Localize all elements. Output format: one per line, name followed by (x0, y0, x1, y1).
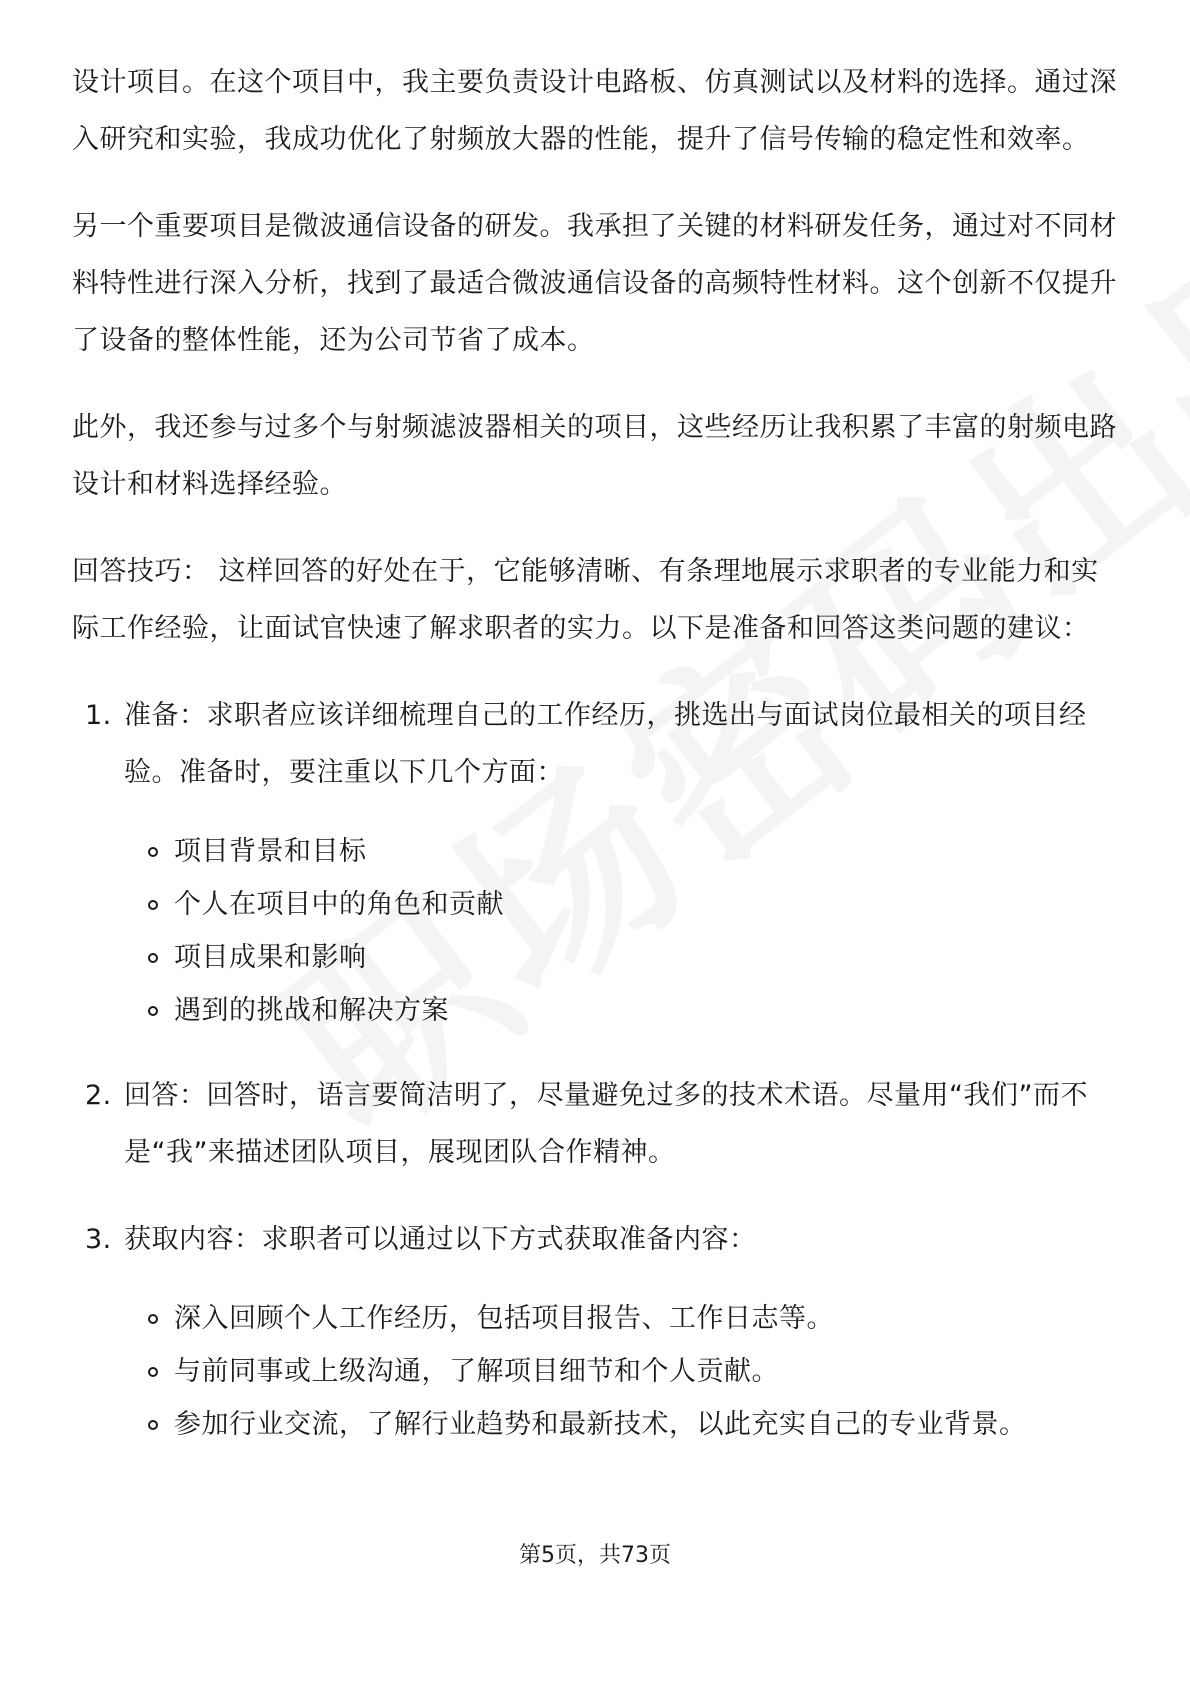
list-item-answer (72, 1067, 1122, 1181)
list-number: 3. (85, 1224, 112, 1255)
sub-list-prepare (72, 825, 1122, 1037)
sub-list-item (72, 1345, 1122, 1398)
sub-list-item-text: 参加行业交流，了解行业趋势和最新技术，以此充实自己的专业背景。 (174, 1409, 1027, 1440)
sub-list-item (72, 1292, 1122, 1345)
sub-list-item (72, 825, 1122, 878)
sub-list-item (72, 931, 1122, 984)
paragraph-project-microwave: 另一个重要项目是微波通信设备的研发。我承担了关键的材料研发任务，通过对不同材料特性进行深入分析，找到了最适合微波通信设备的高频特性材料。这个创新不仅提升了设备的整体性能，还为公司节省了成本。 (72, 211, 1117, 356)
sub-list-item-text: 项目成果和影响 (174, 942, 367, 973)
sub-list-item-text: 深入回顾个人工作经历，包括项目报告、工作日志等。 (174, 1303, 834, 1334)
circle-bullet-icon (148, 1367, 158, 1377)
sub-list-item (72, 1398, 1122, 1451)
paragraph-project-rf: 设计项目。在这个项目中，我主要负责设计电路板、仿真测试以及材料的选择。通过深入研究和实验，我成功优化了射频放大器的性能，提升了信号传输的稳定性和效率。 (72, 67, 1117, 155)
list-item-get-content (72, 1211, 1122, 1268)
circle-bullet-icon (148, 1420, 158, 1430)
circle-bullet-icon (148, 953, 158, 963)
page-content (72, 54, 1122, 1451)
circle-bullet-icon (148, 847, 158, 857)
sub-list-get-content (72, 1292, 1122, 1451)
sub-list-item-text: 遇到的挑战和解决方案 (174, 995, 449, 1026)
paragraph-project-filter: 此外，我还参与过多个与射频滤波器相关的项目，这些经历让我积累了丰富的射频电路设计和材料选择经验。 (72, 412, 1117, 500)
circle-bullet-icon (148, 900, 158, 910)
list-item-text: 准备：求职者应该详细梳理自己的工作经历，挑选出与面试岗位最相关的项目经验。准备时，要注重以下几个方面： (124, 700, 1087, 788)
sub-list-item-text: 与前同事或上级沟通，了解项目细节和个人贡献。 (174, 1356, 779, 1387)
page-number: 第5页，共73页 (519, 1543, 671, 1568)
list-item-text: 获取内容：求职者可以通过以下方式获取准备内容： (124, 1224, 757, 1255)
list-number: 1. (85, 700, 112, 731)
sub-list-item-text: 项目背景和目标 (174, 836, 367, 867)
paragraph-answer-tips: 回答技巧： 这样回答的好处在于，它能够清晰、有条理地展示求职者的专业能力和实际工作经验，让面试官快速了解求职者的实力。以下是准备和回答这类问题的建议： (72, 556, 1099, 644)
circle-bullet-icon (148, 1006, 158, 1016)
circle-bullet-icon (148, 1314, 158, 1324)
list-number: 2. (85, 1080, 112, 1111)
list-item-prepare (72, 687, 1122, 801)
list-item-text: 回答：回答时，语言要简洁明了，尽量避免过多的技术术语。尽量用“我们”而不是“我”来描述团队项目，展现团队合作精神。 (124, 1080, 1088, 1168)
sub-list-item-text: 个人在项目中的角色和贡献 (174, 889, 504, 920)
sub-list-item (72, 984, 1122, 1037)
sub-list-item (72, 878, 1122, 931)
